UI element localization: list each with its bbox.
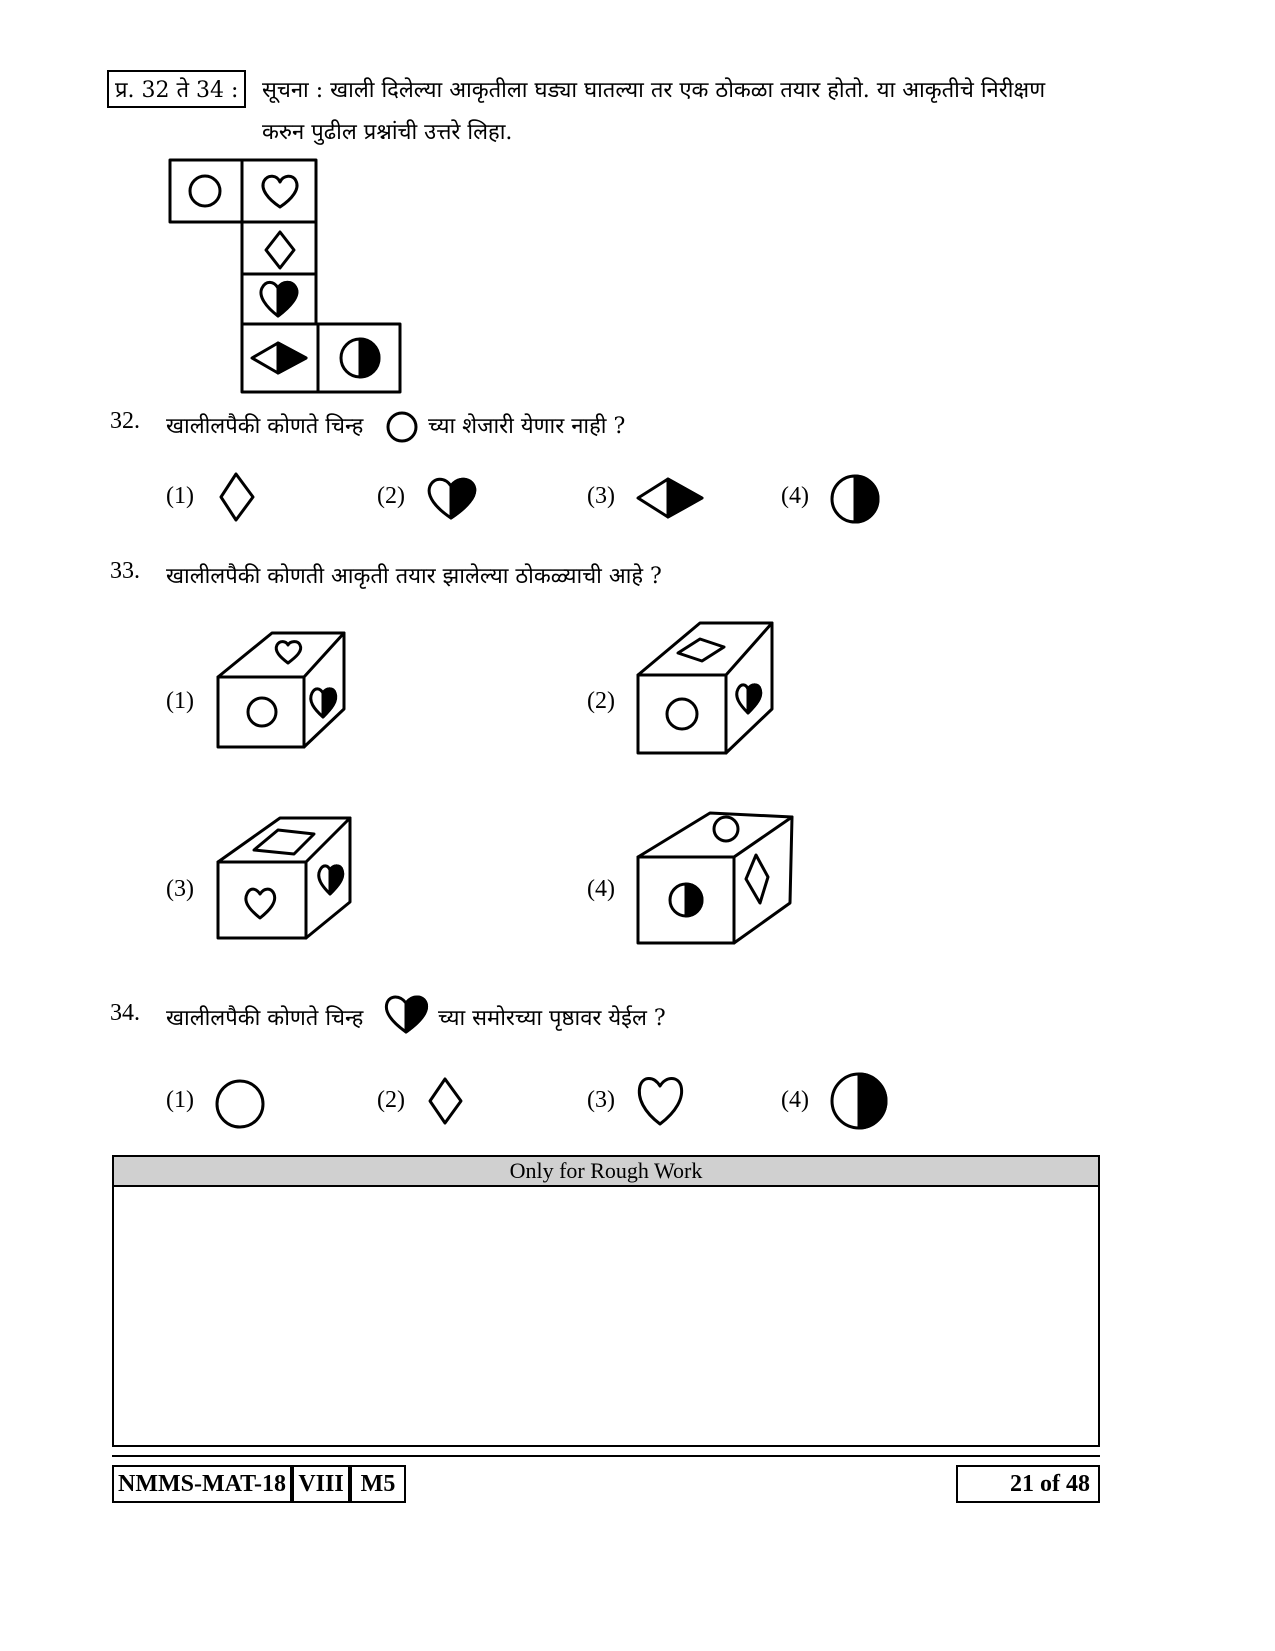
footer-class: VIII — [292, 1465, 350, 1503]
footer-page-number — [956, 1465, 1100, 1503]
cube-option-4 — [630, 805, 800, 950]
q33-option-4-label: (4) — [587, 876, 615, 902]
q33-text: खालीलपैकी कोणती आकृती तयार झालेल्या ठोकळ्याची आहे ? — [166, 564, 662, 589]
q33-option-1-label: (1) — [166, 688, 194, 714]
circle-icon — [385, 410, 419, 444]
cube-option-1 — [210, 625, 355, 755]
cube-option-2 — [630, 615, 785, 760]
instruction-line-2: करुन पुढील प्रश्नांची उत्तरे लिहा. — [262, 120, 513, 145]
q33-option-3-label: (3) — [166, 876, 194, 902]
q32-option-1-label: (1) — [166, 483, 194, 509]
q33-number: 33. — [110, 558, 140, 584]
circle-icon — [213, 1078, 267, 1130]
half-black-heart-icon — [382, 992, 432, 1036]
footer-rule — [112, 1455, 1100, 1457]
instruction-line-1: सूचना : खाली दिलेल्या आकृतीला घड्या घातल्या तर एक ठोकळा तयार होतो. या आकृतीचे निरीक्षण — [262, 78, 1046, 103]
footer-medium: M5 — [350, 1465, 406, 1503]
half-black-circle-icon — [828, 1070, 890, 1132]
diamond-icon — [215, 470, 260, 525]
footer-page-text: 21 of 48 — [1010, 1470, 1090, 1497]
half-black-circle-icon — [828, 472, 882, 526]
footer-exam-code: NMMS-MAT-18 — [112, 1465, 292, 1503]
q34-text-after: च्या समोरच्या पृष्ठावर येईल ? — [438, 1006, 666, 1031]
q34-text-before: खालीलपैकी कोणते चिन्ह — [166, 1006, 364, 1031]
half-black-diamond-icon — [634, 474, 706, 522]
q32-text-before: खालीलपैकी कोणते चिन्ह — [166, 414, 364, 439]
rough-work-label: Only for Rough Work — [114, 1157, 1098, 1187]
q34-option-3-label: (3) — [587, 1087, 615, 1113]
diamond-icon — [425, 1075, 467, 1127]
q34-option-4-label: (4) — [781, 1087, 809, 1113]
heart-icon — [634, 1070, 686, 1128]
q33-option-2-label: (2) — [587, 688, 615, 714]
question-range: प्र. 32 ते 34 : — [107, 70, 246, 108]
q32-option-4-label: (4) — [781, 483, 809, 509]
cube-net-figure — [160, 155, 420, 400]
q34-option-2-label: (2) — [377, 1087, 405, 1113]
q32-number: 32. — [110, 408, 140, 434]
cube-option-3 — [210, 810, 360, 945]
q34-option-1-label: (1) — [166, 1087, 194, 1113]
q34-number: 34. — [110, 1000, 140, 1026]
rough-work-box — [112, 1155, 1100, 1447]
q32-text-after: च्या शेजारी येणार नाही ? — [428, 414, 626, 439]
q32-option-2-label: (2) — [377, 483, 405, 509]
q32-option-3-label: (3) — [587, 483, 615, 509]
half-black-heart-icon — [424, 474, 482, 522]
